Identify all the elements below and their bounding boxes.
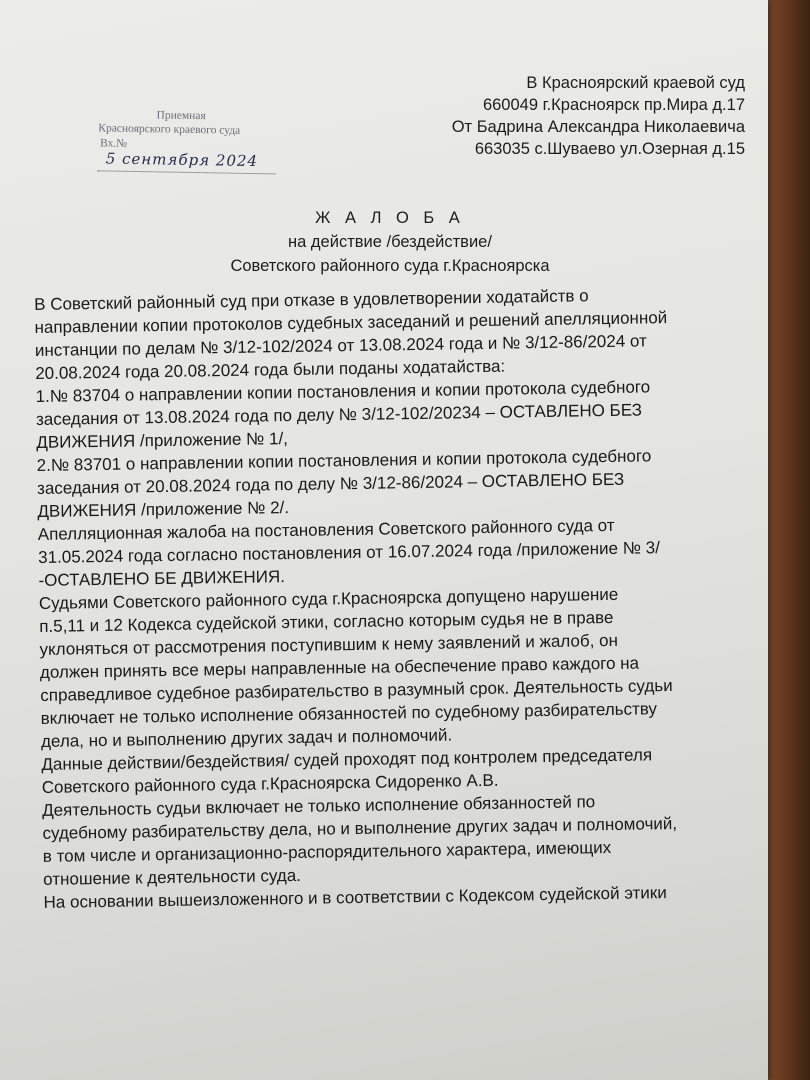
body-line: На основании вышеизложенного и в соответствии с Кодексом судейской этики: [43, 883, 667, 912]
body-line: В Советский районный суд при отказе в удовлетворении ходатайств о: [34, 286, 589, 314]
sender-address: 663035 с.Шуваево ул.Озерная д.15: [474, 140, 745, 158]
body-line: п.5,11 и 12 Кодекса судейской этики, согласно которым судья не в праве: [39, 607, 614, 636]
body-line: Апелляционная жалоба на постановления Советского районного суда от: [37, 515, 615, 544]
complaint-subtitle-2: Советского районного суда г.Красноярска: [230, 257, 550, 275]
body-line: инстанции по делам № 3/12-102/2024 от 13.08.2024 года и № 3/12-86/2024 от: [34, 331, 647, 360]
body-line: ДВИЖЕНИЯ /приложение № 2/.: [37, 498, 290, 521]
body-line: 20.08.2024 года 20.08.2024 года были поданы ходатайства:: [35, 356, 506, 383]
addressee-block: [405, 72, 745, 160]
body-line: уклоняться от рассмотрения поступившим к нему заявлений и жалоб, он: [39, 630, 619, 659]
stamp-handwritten-date: 5 сентября 2024: [105, 149, 259, 171]
complaint-subtitle-1: на действие /бездействие/: [288, 233, 492, 251]
sender-name: От Бадрина Александра Николаевича: [451, 118, 745, 136]
body-line: должен принять все меры направленные на обеспечение право каждого на: [39, 653, 640, 682]
addressee-court-address: 660049 г.Красноярск пр.Мира д.17: [482, 96, 745, 114]
stamp-underline: [98, 170, 276, 174]
body-line: Деятельность судьи включает не только исполнение обязанностей по: [41, 792, 596, 820]
stamp-court-name: Красноярского краевого суда: [98, 122, 241, 137]
stamp-incoming-number-label: Вх.№: [99, 137, 128, 150]
body-line: судебному разбирательству дела, но и выполнение других задач и полномочий,: [42, 813, 678, 843]
reception-stamp: [93, 106, 294, 189]
body-line: 1.№ 83704 о направлении копии постановления и копии протокола судебного: [35, 377, 651, 406]
complaint-title: [150, 206, 630, 278]
body-line: Советского районного суда г.Красноярска Сидоренко А.В.: [41, 770, 499, 797]
body-line: в том числе и организационно-распорядительного характера, имеющих: [42, 838, 612, 866]
body-line: 31.05.2024 года согласно постановления от 16.07.2024 года /приложение № 3/: [38, 538, 661, 567]
body-line: отношение к деятельности суда.: [43, 865, 302, 889]
body-line: заседания от 13.08.2024 года по делу № 3/12-102/20234 – ОСТАВЛЕНО БЕЗ: [35, 400, 643, 429]
body-line: Данные действии/бездействия/ судей проходят под контролем председателя: [41, 745, 653, 774]
body-line: 2.№ 83701 о направлении копии постановления и копии протокола судебного: [36, 446, 652, 475]
stamp-reception: Приемная: [156, 109, 206, 123]
addressee-court: В Красноярский краевой суд: [526, 74, 745, 92]
body-line: заседания от 20.08.2024 года по делу № 3/12-86/2024 – ОСТАВЛЕНО БЕЗ: [36, 469, 625, 498]
body-line: дела, но и выполнению других задач и полномочий.: [40, 725, 453, 751]
body-line: включает не только исполнение обязанностей по судебному разбирательству: [40, 699, 658, 728]
body-line: Судьями Советского районного суда г.Красноярска допущено нарушение: [38, 584, 619, 613]
body-line: ДВИЖЕНИЯ /приложение № 1/,: [36, 429, 289, 452]
body-line: справедливое судебное разбирательство в разумный срок. Деятельность судьи: [40, 676, 673, 705]
body-line: направлении копии протоколов судебных заседаний и решений апелляционной: [34, 308, 668, 337]
complaint-heading: Ж А Л О Б А: [315, 209, 465, 227]
body-line: -ОСТАВЛЕНО БЕ ДВИЖЕНИЯ.: [38, 567, 286, 590]
complaint-body: [34, 282, 764, 914]
